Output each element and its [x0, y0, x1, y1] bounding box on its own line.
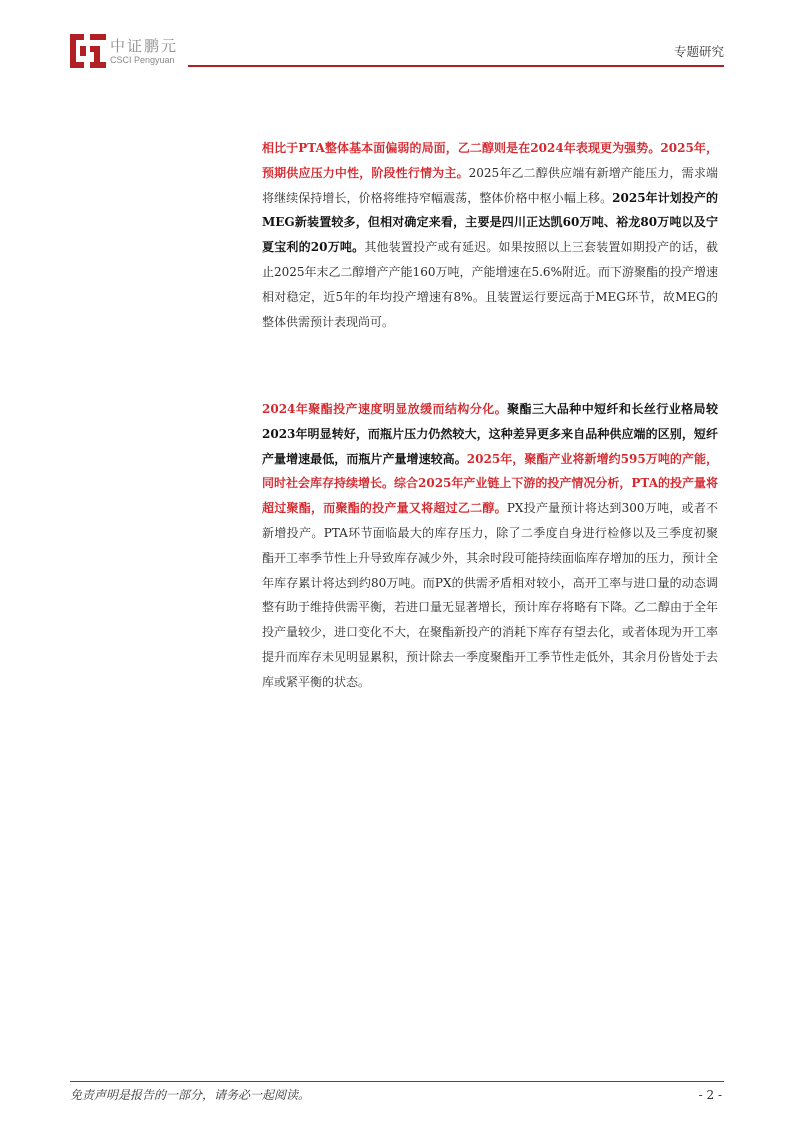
page-header: [70, 30, 724, 68]
body-text: 2025年乙二醇供应端有新增产能压力，需求端将继续保持增长，价格将维持窄幅震荡，整体价格中枢小幅上移。: [262, 165, 718, 205]
body-text: 其他装置投产或有延迟。如果按照以上三套装置如期投产的话，截止2025年末乙二醇增产产能160万吨，产能增速在5.6%附近。而下游聚酯的投产增速相对稳定，近5年的年均投产增速有8%。且装置运行要远高于MEG环节，故MEG的整体供需预计表现尚可。: [262, 240, 718, 329]
paragraph-text: [262, 136, 718, 334]
paragraph-2: [262, 397, 718, 695]
footer-divider: [70, 1081, 724, 1082]
paragraph-1: [262, 136, 718, 334]
brand-name-cn: 中证鹏元: [110, 37, 179, 55]
bold-text: 聚酯三大品种中短纤和长丝行业格局较2023年明显转好，而瓶片压力仍然较大，这种差异更多来自品种供应端的区别，短纤产量增速最低，而瓶片产量增速较高。: [262, 402, 718, 466]
body-text: PX投产量预计将达到300万吨，或者不新增投产。PTA环节面临最大的库存压力，除了二季度自身进行检修以及三季度初聚酯开工率季节性上升导致库存减少外，其余时段可能持续面临库存增加的压力，预计全年库存累计将达到约80万吨。而PX的供需矛盾相对较小，高开工率与进口量的动态调整有助于维持供需平衡，若进口量无显著增长，预计库存将略有下降。乙二醇由于全年投产量较少，进口变化不大，在聚酯新投产的消耗下库存有望去化，或者体现为开工率提升而库存未见明显累积，预计除去一季度聚酯开工季节性走低外，其余月份皆处于去库或紧平衡的状态。: [262, 501, 719, 689]
highlight-text: 相比于PTA整体基本面偏弱的局面，乙二醇则是在2024年表现更为强势。2025年，预期供应压力中性，阶段性行情为主。: [262, 141, 718, 180]
section-tag: 专题研究: [673, 44, 724, 59]
highlight-text: 2025年，聚酯产业将新增约595万吨的产能，同时社会库存持续增长。综合2025年产业链上下游的投产情况分析，PTA的投产量将超过聚酯，而聚酯的投产量又将超过乙二醇。: [262, 451, 719, 516]
csci-logo-icon: [70, 34, 106, 68]
highlight-text: 2024年聚酯投产速度明显放缓而结构分化。: [262, 402, 508, 416]
brand-name-en: CSCI Pengyuan: [110, 55, 175, 65]
page-number: - 2 -: [698, 1088, 722, 1102]
header-divider: [188, 65, 724, 67]
footer-disclaimer: 免责声明是报告的一部分，请务必一起阅读。: [70, 1088, 311, 1102]
bold-text: 2025年计划投产的MEG新装置较多，但相对确定来看，主要是四川正达凯60万吨、裕龙80万吨以及宁夏宝利的20万吨。: [262, 190, 718, 255]
paragraph-text: [262, 397, 718, 695]
